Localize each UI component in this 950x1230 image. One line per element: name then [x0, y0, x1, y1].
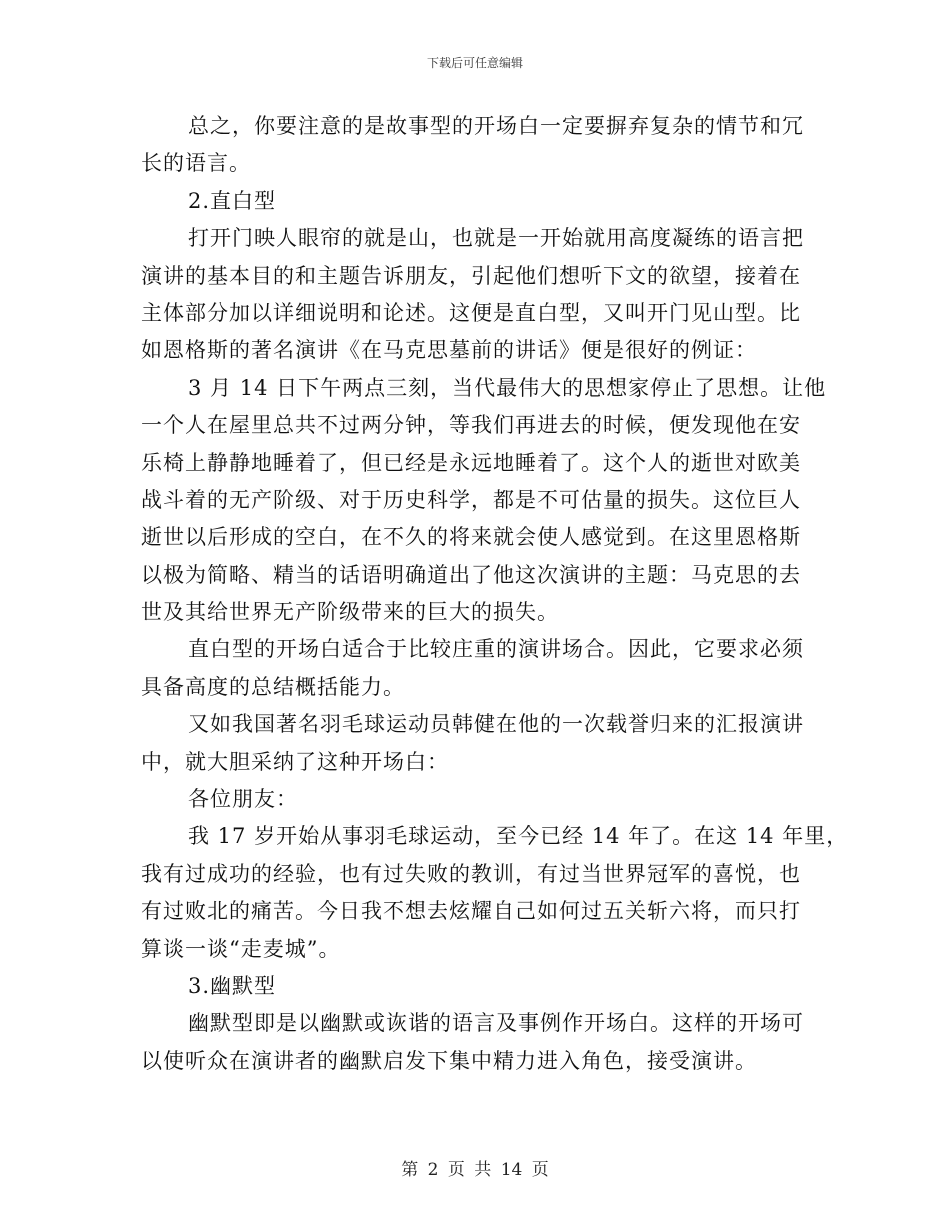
- text-line: 各位朋友：: [188, 787, 298, 812]
- text-line: 直白型的开场白适合于比较庄重的演讲场合。因此，它要求必须: [188, 637, 804, 662]
- text-line: 以使听众在演讲者的幽默启发下集中精力进入角色，接受演讲。: [141, 1048, 757, 1073]
- text-line: 长的语言。: [141, 151, 251, 176]
- text-line: 3.幽默型: [188, 973, 277, 998]
- text-line: 世及其给世界无产阶级带来的巨大的损失。: [141, 600, 559, 625]
- text-line: 以极为简略、精当的话语明确道出了他这次演讲的主题：马克思的去: [141, 562, 801, 587]
- text-line: 有过败北的痛苦。今日我不想去炫耀自己如何过五关斩六将，而只打: [141, 899, 801, 924]
- text-line: 2.直白型: [188, 188, 277, 213]
- text-line: 又如我国著名羽毛球运动员韩健在他的一次载誉归来的汇报演讲: [188, 712, 804, 737]
- text-line: 打开门映人眼帘的就是山，也就是一开始就用高度凝练的语言把: [188, 226, 804, 251]
- text-line: 逝世以后形成的空白，在不久的将来就会使人感觉到。在这里恩格斯: [141, 525, 801, 550]
- text-line: 3 月 14 日下午两点三刻，当代最伟大的思想家停止了思想。让他: [188, 375, 827, 400]
- text-line: 乐椅上静静地睡着了，但已经是永远地睡着了。这个人的逝世对欧美: [141, 450, 801, 475]
- text-line: 一个人在屋里总共不过两分钟，等我们再进去的时候，便发现他在安: [141, 413, 801, 438]
- text-line: 中，就大胆采纳了这种开场白：: [141, 749, 449, 774]
- text-line: 演讲的基本目的和主题告诉朋友，引起他们想听下文的欲望，接着在: [141, 263, 801, 288]
- document-body: [141, 108, 849, 1080]
- text-line: 具备高度的总结概括能力。: [141, 674, 405, 699]
- text-line: 战斗着的无产阶级、对于历史科学，都是不可估量的损失。这位巨人: [141, 487, 801, 512]
- text-line: 我有过成功的经验，也有过失败的教训，有过当世界冠军的喜悦，也: [141, 861, 801, 886]
- text-line: 如恩格斯的著名演讲《在马克思墓前的讲话》便是很好的例证：: [141, 338, 757, 363]
- page-footer: 第 2 页 共 14 页: [401, 1160, 549, 1180]
- text-line: 算谈一谈“走麦城”。: [141, 936, 341, 961]
- text-line: 主体部分加以详细说明和论述。这便是直白型，又叫开门见山型。比: [141, 300, 801, 325]
- text-line: 我 17 岁开始从事羽毛球运动，至今已经 14 年了。在这 14 年里，: [188, 824, 849, 849]
- text-line: 总之，你要注意的是故事型的开场白一定要摒弃复杂的情节和冗: [188, 114, 804, 138]
- page-header: 下载后可任意编辑: [426, 56, 523, 70]
- text-line: 幽默型即是以幽默或诙谐的语言及事例作开场白。这样的开场可: [188, 1011, 804, 1036]
